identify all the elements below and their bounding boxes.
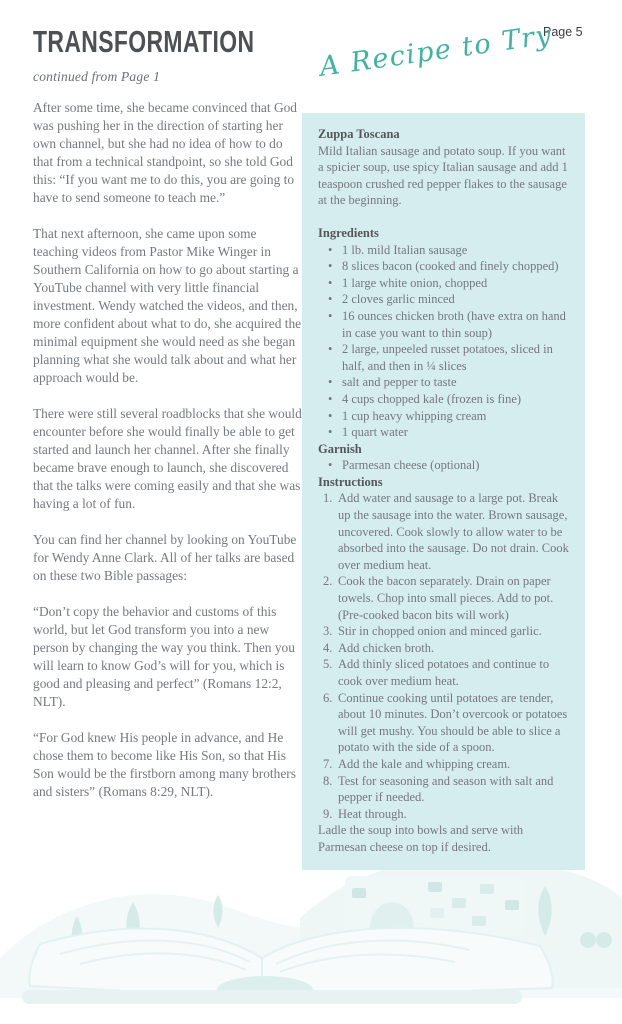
article-column	[33, 24, 303, 814]
page-title: TRANSFORMATION	[33, 24, 255, 59]
ingredients-label: Ingredients	[318, 225, 379, 240]
article-paragraph: After some time, she became convinced that God was pushing her in the direction of starting her own channel, but she had no idea of how to do that from a technical standpoint, so she told God this: “If you want me to do this, you are going to have to send someone to teach me.”	[33, 100, 298, 205]
instruction-step: Heat through.	[338, 806, 407, 821]
article-subtitle: continued from Page 1	[33, 69, 161, 84]
garnish-item: • Parmesan cheese (optional)	[328, 457, 572, 474]
ingredient-item: • 2 large, unpeeled russet potatoes, sliced in half, and then in ¼ slices	[328, 341, 572, 374]
instruction-step: Cook the bacon separately. Drain on paper towels. Chop into small pieces. Add to pot. (Pre-cooked bacon bits will work)	[338, 574, 554, 622]
instructions-list	[318, 490, 572, 822]
ingredient-item: • salt and pepper to taste	[328, 374, 572, 391]
instructions-label: Instructions	[318, 474, 383, 489]
ingredients-list	[318, 242, 572, 441]
article-paragraph: “Don’t copy the behavior and customs of this world, but let God transform you into a new person by changing the way you think. Then you will learn to know God’s will for you, which is good and pleasing and perfect” (Romans 12:2, NLT).	[33, 604, 295, 709]
ingredient-item: • 2 cloves garlic minced	[328, 291, 572, 308]
ingredient-item: • 1 lb. mild Italian sausage	[328, 242, 572, 259]
article-paragraph: That next afternoon, she came upon some teaching videos from Pastor Mike Winger in Southern California on how to go about starting a YouTube channel with very little financial investment. Wendy watched the videos, and then, more confident about what to do, she acquired the minimal equipment she would need as she began planning what she would talk about and what her approach would be.	[33, 226, 302, 385]
recipe-title: Zuppa Toscana	[318, 127, 400, 141]
article-paragraph: There were still several roadblocks that she would encounter before she would finally be able to get started and launch her channel. After she finally became brave enough to launch, she discovered that the talks were coming easily and that she was having a lot of fun.	[33, 406, 302, 511]
ingredient-item: • 1 large white onion, chopped	[328, 275, 572, 292]
article-paragraph: “For God knew His people in advance, and He chose them to become like His Son, so that His Son would be the firstborn among many brothers and sisters” (Romans 8:29, NLT).	[33, 730, 296, 799]
ingredient-item: • 16 ounces chicken broth (have extra on hand in case you want to thin soup)	[328, 308, 572, 341]
instruction-step: Add the kale and whipping cream.	[338, 756, 511, 771]
page-number: Page 5	[543, 25, 583, 39]
instruction-step: Add chicken broth.	[338, 640, 435, 655]
ingredient-item: • 1 cup heavy whipping cream	[328, 408, 572, 425]
recipe-footer: Ladle the soup into bowls and serve with Parmesan cheese on top if desired.	[318, 823, 524, 854]
garnish-list	[318, 457, 572, 474]
recipe-description: Mild Italian sausage and potato soup. If you want a spicier soup, use spicy Italian sausage and add 1 teaspoon crushed red pepper flakes to the sausage at the beginning.	[318, 143, 568, 208]
village-houses	[345, 876, 525, 936]
article-paragraph: You can find her channel by looking on YouTube for Wendy Anne Clark. All of her talks are based on these two Bible passages:	[33, 532, 297, 583]
recipe-box	[302, 113, 585, 870]
instruction-step: Add thinly sliced potatoes and continue to cook over medium heat.	[338, 657, 550, 688]
instruction-step: Stir in chopped onion and minced garlic.	[338, 624, 542, 639]
ingredient-item: • 1 quart water	[328, 424, 572, 441]
ingredient-item: • 4 cups chopped kale (frozen is fine)	[328, 391, 572, 408]
recipe-script-heading: A Recipe to Try	[317, 19, 555, 83]
instruction-step: Continue cooking until potatoes are tender, about 10 minutes. Don’t overcook or potatoes will get mushy. You should be able to slice a potato with the side of a spoon.	[338, 690, 568, 755]
instruction-step: Add water and sausage to a large pot. Break up the sausage into the water. Brown sausage, uncovered. Cook slowly to allow water to be absorbed into the sausage. Do not drain. Cook over medium heat.	[338, 491, 569, 572]
ingredient-item: • 8 slices bacon (cooked and finely chopped)	[328, 258, 572, 275]
garnish-label: Garnish	[318, 441, 362, 456]
instruction-step: Test for seasoning and season with salt and pepper if needed.	[338, 773, 554, 805]
